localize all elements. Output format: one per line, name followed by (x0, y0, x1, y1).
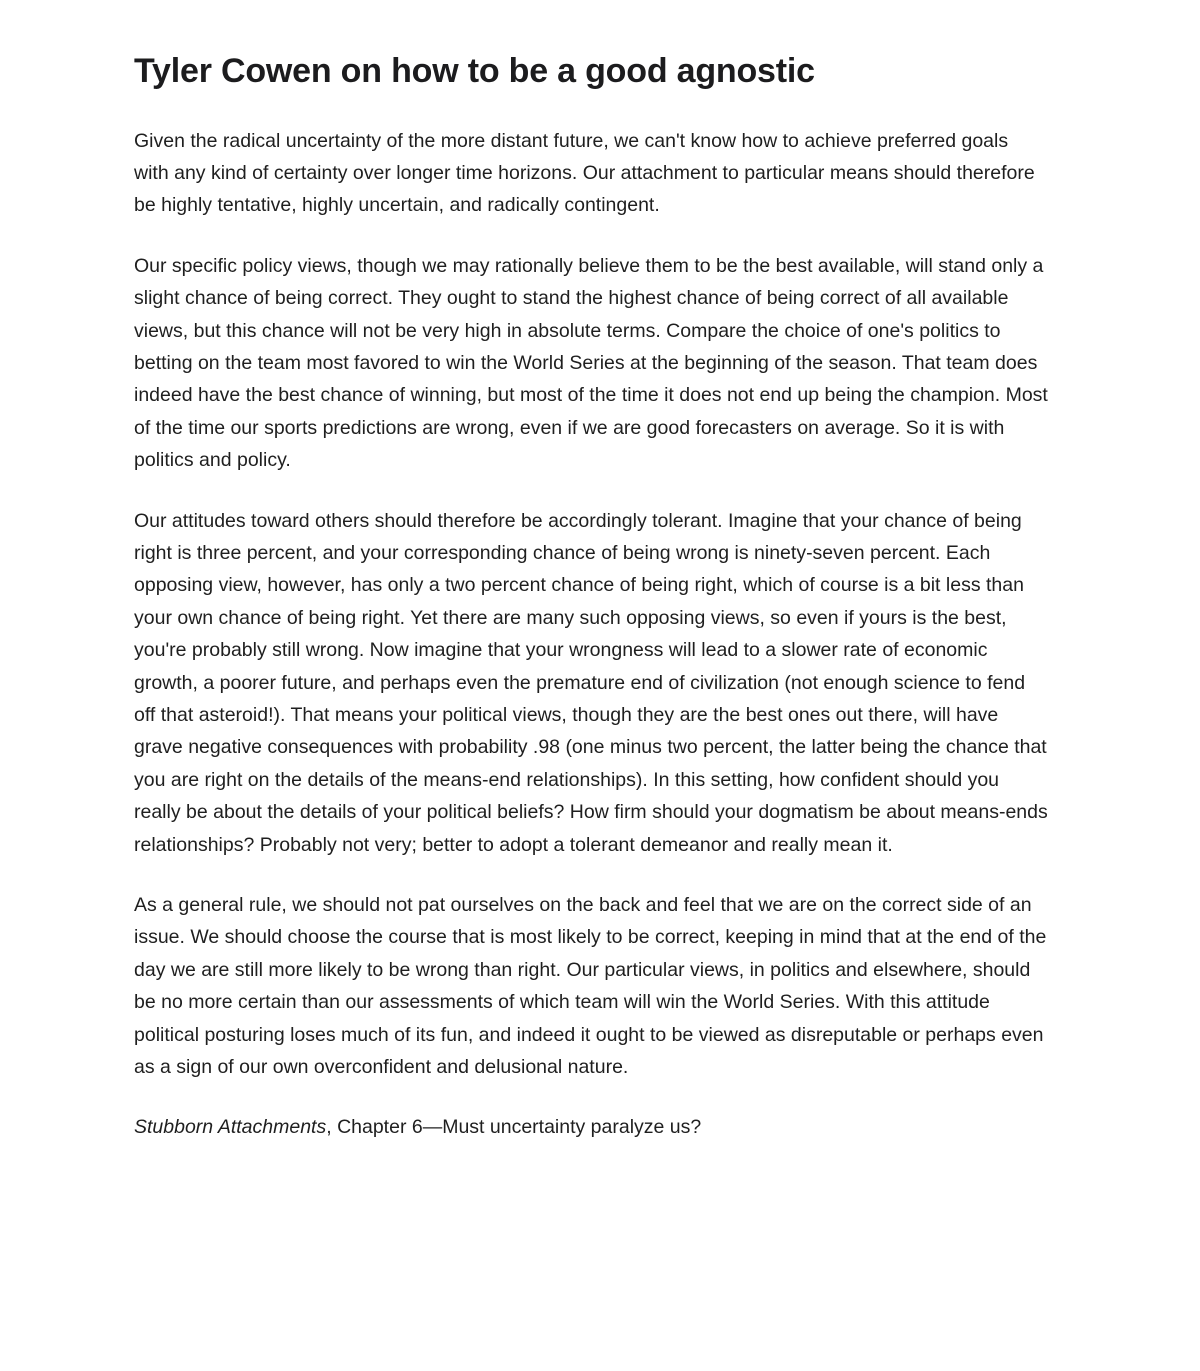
paragraph-2: Our specific policy views, though we may rationally believe them to be the best available, will stand only a slight chance of being correct. They ought to stand the highest chance of being correct of all available views, but this chance will not be very high in absolute terms. Compare the choice of one's politics to betting on the team most favored to win the World Series at the beginning of the season. That team does indeed have the best chance of winning, but most of the time it does not end up being the champion. Most of the time our sports predictions are wrong, even if we are good forecasters on average. So it is with politics and policy. (134, 254, 1048, 472)
citation (134, 1111, 1048, 1143)
article-body (134, 125, 1048, 1144)
citation-work-title: Stubborn Attachments (134, 1116, 327, 1139)
paragraph-4: As a general rule, we should not pat ourselves on the back and feel that we are on the correct side of an issue. We should choose the course that is most likely to be correct, keeping in mind that at the end of the day we are still more likely to be wrong than right. Our particular views, in politics and elsewhere, should be no more certain than our assessments of which team will win the World Series. With this attitude political posturing loses much of its fun, and indeed it ought to be viewed as disreputable or perhaps even as a sign of our own overconfident and delusional nature. (134, 894, 1047, 1079)
citation-rest: , Chapter 6—Must uncertainty paralyze us? (326, 1116, 702, 1139)
paragraph-1: Given the radical uncertainty of the more distant future, we can't know how to achieve preferred goals with any kind of certainty over longer time horizons. Our attachment to particular means should therefore be highly tentative, highly uncertain, and radically contingent. (134, 129, 1035, 217)
page-title: Tyler Cowen on how to be a good agnostic (134, 52, 815, 90)
paragraph-3: Our attitudes toward others should therefore be accordingly tolerant. Imagine that your chance of being right is three percent, and your corresponding chance of being wrong is ninety-seven percent. Each opposing view, however, has only a two percent chance of being right, which of course is a bit less than your own chance of being right. Yet there are many such opposing views, so even if yours is the best, you're probably still wrong. Now imagine that your wrongness will lead to a slower rate of economic growth, a poorer future, and perhaps even the premature end of civilization (not enough science to fend off that asteroid!). That means your political views, though they are the best ones out there, will have grave negative consequences with probability .98 (one minus two percent, the latter being the chance that you are right on the details of the means-end relationships). In this setting, how confident should you really be about the details of your political beliefs? How firm should your dogmatism be about means-ends relationships? Probably not very; better to adopt a tolerant demeanor and really mean it. (134, 509, 1048, 856)
